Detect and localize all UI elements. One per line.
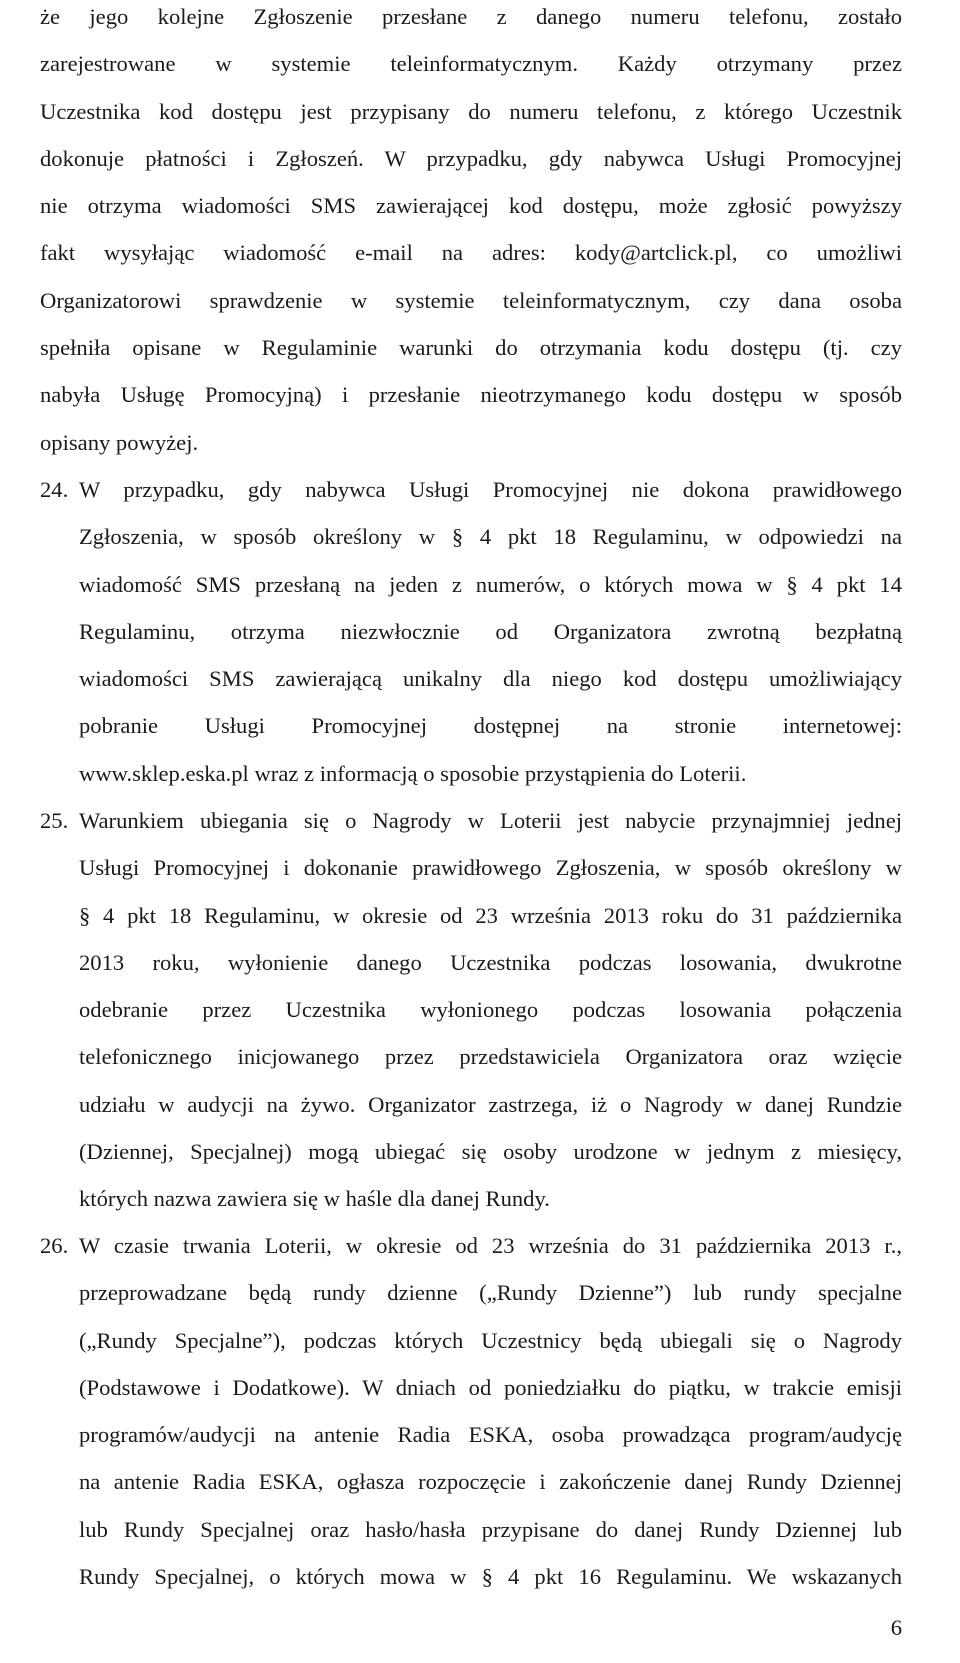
- paragraph-line: pobranie Usługi Promocyjnej dostępnej na stronie internetowej:: [79, 713, 902, 739]
- paragraph-line: W przypadku, gdy nabywca Usługi Promocyjnej nie dokona prawidłowego: [79, 477, 902, 502]
- paragraph-line: dokonuje płatności i Zgłoszeń. W przypadku, gdy nabywca Usługi Promocyjnej: [40, 145, 902, 171]
- paragraph-line: Uczestnika kod dostępu jest przypisany do numeru telefonu, z którego Uczestnik: [40, 98, 902, 124]
- paragraph-line: wiadomość SMS przesłaną na jeden z numerów, o których mowa w § 4 pkt 14: [79, 571, 902, 597]
- paragraph-line: www.sklep.eska.pl wraz z informacją o sposobie przystąpienia do Loterii.: [79, 760, 747, 786]
- paragraph-line: zarejestrowane w systemie teleinformatycznym. Każdy otrzymany przez: [40, 51, 902, 77]
- paragraph-line: Warunkiem ubiegania się o Nagrody w Loterii jest nabycie przynajmniej jednej: [79, 808, 902, 833]
- item-body: [79, 797, 902, 1223]
- paragraph-line: („Rundy Specjalne”), podczas których Uczestnicy będą ubiegali się o Nagrody: [79, 1327, 902, 1353]
- list-item-26: [40, 1222, 902, 1600]
- paragraph-line: fakt wysyłając wiadomość e-mail na adres: kody@artclick.pl, co umożliwi: [40, 240, 902, 266]
- item-body: [79, 1222, 902, 1600]
- paragraph-line: że jego kolejne Zgłoszenie przesłane z danego numeru telefonu, zostało: [40, 4, 902, 29]
- paragraph-line: spełniła opisane w Regulaminie warunki do otrzymania kodu dostępu (tj. czy: [40, 335, 902, 361]
- paragraph-line: programów/audycji na antenie Radia ESKA, osoba prowadząca program/audycję: [79, 1422, 902, 1448]
- paragraph-line: Regulaminu, otrzyma niezwłocznie od Organizatora zwrotną bezpłatną: [79, 618, 902, 644]
- paragraph-line: przeprowadzane będą rundy dzienne („Rundy Dzienne”) lub rundy specjalne: [79, 1280, 902, 1306]
- list-item-25: [40, 797, 902, 1223]
- paragraph-line: lub Rundy Specjalnej oraz hasło/hasła przypisane do danej Rundy Dziennej lub: [79, 1516, 902, 1542]
- page-number: 6: [890, 1615, 902, 1640]
- list-item-24: [40, 466, 902, 797]
- paragraph-line: na antenie Radia ESKA, ogłasza rozpoczęcie i zakończenie danej Rundy Dziennej: [79, 1469, 902, 1495]
- paragraph-line: odebranie przez Uczestnika wyłonionego podczas losowania połączenia: [79, 997, 902, 1023]
- paragraph-line: 2013 roku, wyłonienie danego Uczestnika podczas losowania, dwukrotne: [79, 949, 902, 975]
- continuation-paragraph: [40, 0, 902, 466]
- paragraph-line: nie otrzyma wiadomości SMS zawierającej kod dostępu, może zgłosić powyższy: [40, 193, 902, 219]
- paragraph-line: telefonicznego inicjowanego przez przedstawiciela Organizatora oraz wzięcie: [79, 1044, 902, 1070]
- item-body: [79, 466, 902, 797]
- item-number: 25.: [40, 808, 69, 833]
- paragraph-line: opisany powyżej.: [40, 429, 199, 455]
- paragraph-line: (Dziennej, Specjalnej) mogą ubiegać się osoby urodzone w jednym z miesięcy,: [79, 1139, 902, 1165]
- paragraph-line: (Podstawowe i Dodatkowe). W dniach od poniedziałku do piątku, w trakcie emisji: [79, 1374, 902, 1400]
- paragraph-line: Organizatorowi sprawdzenie w systemie teleinformatycznym, czy dana osoba: [40, 287, 902, 313]
- paragraph-line: Rundy Specjalnej, o których mowa w § 4 pkt 16 Regulaminu. We wskazanych: [79, 1564, 902, 1590]
- paragraph-line: Usługi Promocyjnej i dokonanie prawidłowego Zgłoszenia, w sposób określony w: [79, 855, 902, 881]
- item-number: 24.: [40, 477, 69, 502]
- paragraph-line: Zgłoszenia, w sposób określony w § 4 pkt 18 Regulaminu, w odpowiedzi na: [79, 524, 902, 550]
- paragraph-line: W czasie trwania Loterii, w okresie od 23 września do 31 października 2013 r.,: [79, 1233, 902, 1258]
- paragraph-line: nabyła Usługę Promocyjną) i przesłanie nieotrzymanego kodu dostępu w sposób: [40, 382, 902, 408]
- paragraph-line: § 4 pkt 18 Regulaminu, w okresie od 23 września 2013 roku do 31 października: [79, 902, 902, 928]
- paragraph-line: wiadomości SMS zawierającą unikalny dla niego kod dostępu umożliwiający: [79, 666, 902, 692]
- item-number: 26.: [40, 1233, 69, 1258]
- paragraph-line: udziału w audycji na żywo. Organizator zastrzega, iż o Nagrody w danej Rundzie: [79, 1091, 902, 1117]
- paragraph-line: których nazwa zawiera się w haśle dla danej Rundy.: [79, 1186, 550, 1212]
